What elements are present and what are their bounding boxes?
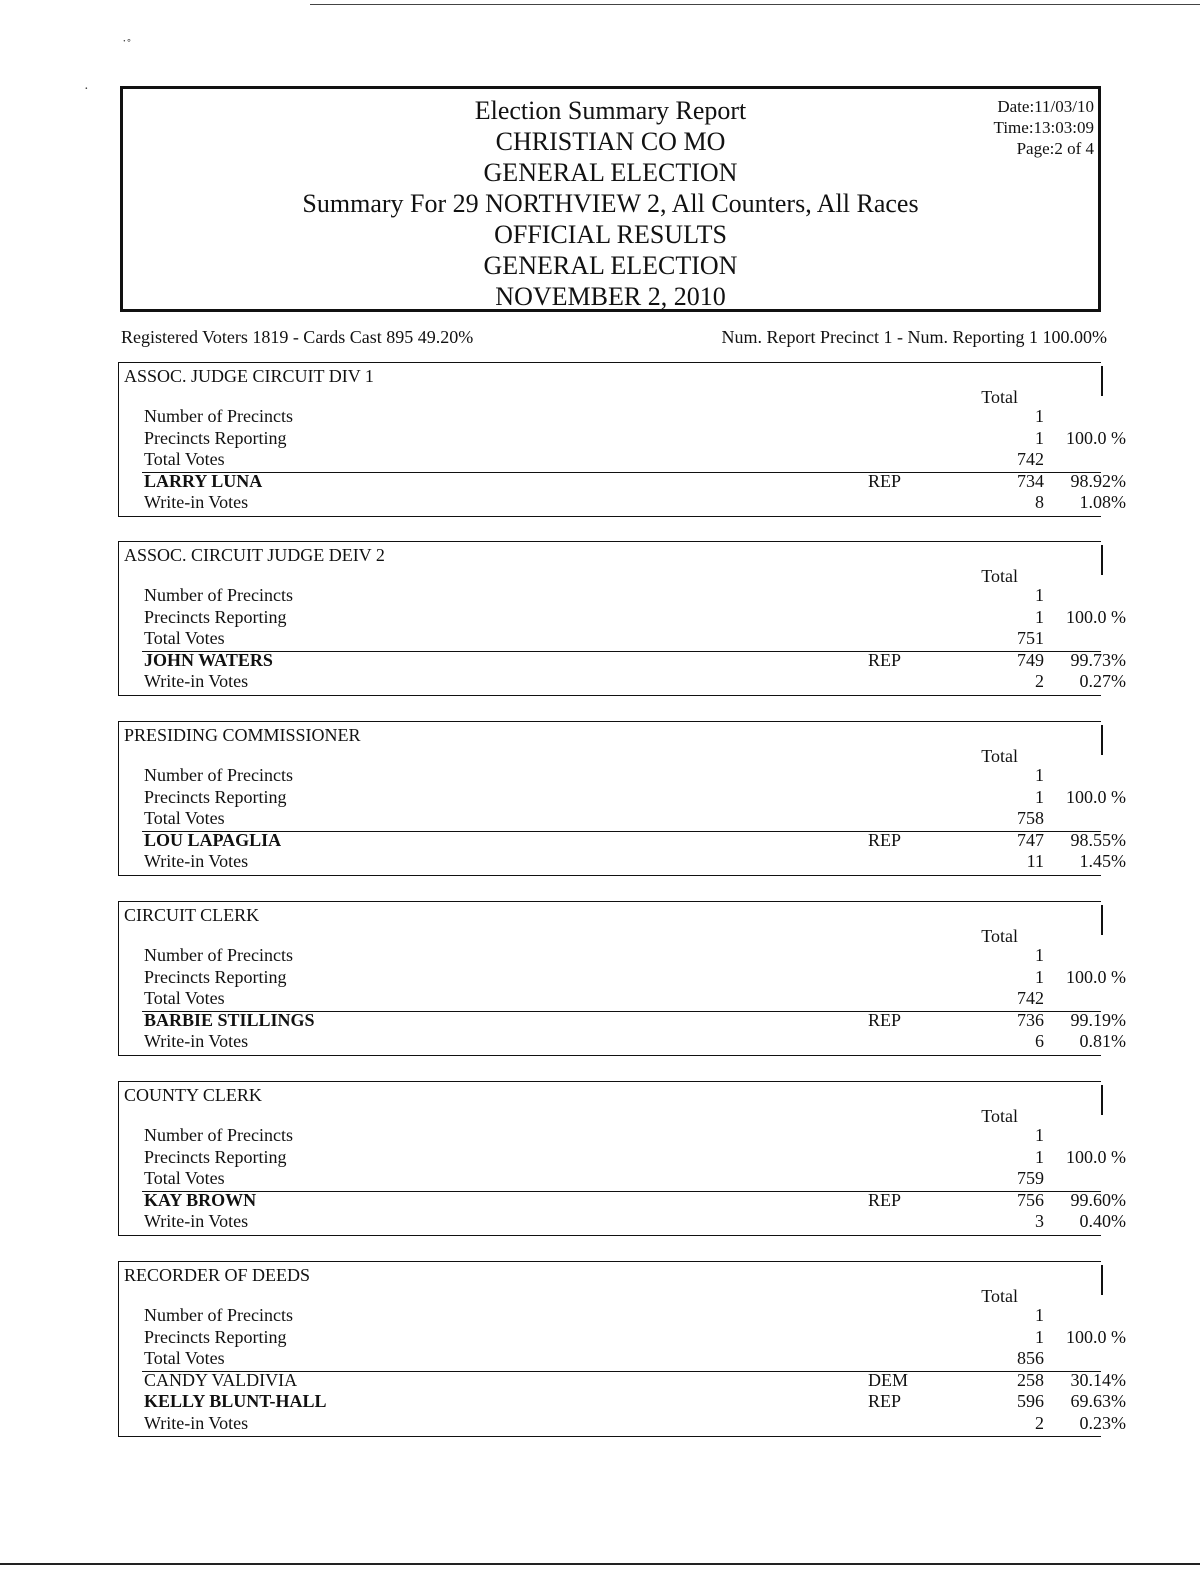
race-block	[118, 1261, 1126, 1436]
candidate-row-label: KAY BROWN	[144, 1189, 257, 1210]
total-votes-row	[144, 988, 1099, 1009]
candidate-row	[144, 649, 1126, 671]
race-frame-right-tick	[1101, 366, 1103, 396]
candidate-row	[144, 829, 1126, 851]
write-in-row-value: 2	[1035, 1412, 1044, 1433]
precincts-reporting-row-percent: 100.0 %	[1066, 1326, 1126, 1347]
precincts-reporting-row-value: 1	[1035, 786, 1044, 807]
total-column-header: Total	[981, 566, 1018, 586]
race-frame-right-tick	[1101, 1265, 1103, 1295]
write-in-row-label: Write-in Votes	[144, 671, 249, 691]
precincts-reporting-row	[144, 786, 1126, 808]
precincts-reporting-row-label: Precincts Reporting	[144, 1146, 287, 1167]
top-scan-rule	[310, 4, 1200, 5]
candidate-row-value: 747	[1017, 829, 1044, 850]
total-votes-row-value: 742	[1017, 988, 1044, 1008]
race-bottom-rule	[118, 1235, 1101, 1236]
precinct-reporting-text: Num. Report Precinct 1 - Num. Reporting 1 100.00%	[721, 327, 1107, 347]
race-block	[118, 721, 1126, 876]
candidate-row-percent: 99.19%	[1070, 1009, 1126, 1030]
race-frame-right-tick	[1101, 905, 1103, 935]
scan-speck: ·	[84, 82, 89, 97]
candidate-row	[144, 1189, 1126, 1211]
header-line-election-2: GENERAL ELECTION	[483, 251, 738, 280]
candidate-row-label: LOU LAPAGLIA	[144, 829, 282, 850]
race-frame-right-tick	[1101, 545, 1103, 575]
write-in-row	[144, 851, 1126, 872]
race-bottom-rule	[118, 695, 1101, 696]
candidate-row	[144, 1369, 1126, 1391]
total-column-header: Total	[981, 1106, 1018, 1126]
number-of-precincts-row-value: 1	[1035, 406, 1044, 426]
total-votes-row	[144, 1168, 1099, 1189]
race-title: RECORDER OF DEEDS	[124, 1265, 311, 1285]
precincts-reporting-row-label: Precincts Reporting	[144, 1326, 287, 1347]
header-line-election: GENERAL ELECTION	[483, 158, 738, 187]
precincts-reporting-row-label: Precincts Reporting	[144, 786, 287, 807]
race-bottom-rule	[118, 1055, 1101, 1056]
candidate-row-percent: 69.63%	[1070, 1391, 1126, 1411]
turnout-summary	[121, 327, 1111, 353]
header-line-official: OFFICIAL RESULTS	[494, 220, 727, 249]
race-title: COUNTY CLERK	[124, 1085, 262, 1105]
candidate-row	[144, 1391, 1126, 1412]
write-in-row-percent: 0.40%	[1079, 1211, 1126, 1231]
party-label: REP	[868, 1009, 902, 1030]
candidate-row-value: 596	[1017, 1391, 1044, 1411]
candidate-row-percent: 30.14%	[1070, 1369, 1126, 1390]
candidate-row	[144, 470, 1126, 492]
candidate-row-label: KELLY BLUNT-HALL	[144, 1391, 327, 1411]
report-header	[120, 86, 1101, 312]
write-in-row-label: Write-in Votes	[144, 1211, 249, 1231]
race-block	[118, 541, 1126, 696]
number-of-precincts-row	[144, 585, 1099, 606]
precincts-reporting-row-label: Precincts Reporting	[144, 966, 287, 987]
candidate-row-value: 749	[1017, 649, 1044, 670]
write-in-row-label: Write-in Votes	[144, 851, 249, 871]
precincts-reporting-row-label: Precincts Reporting	[144, 427, 287, 448]
scan-speck: ˙˚	[122, 38, 132, 53]
write-in-row-percent: 1.45%	[1079, 851, 1126, 871]
precincts-reporting-row-value: 1	[1035, 606, 1044, 627]
candidate-row-label: LARRY LUNA	[144, 470, 263, 491]
precincts-reporting-row-value: 1	[1035, 427, 1044, 448]
header-line-summary-for: Summary For 29 NORTHVIEW 2, All Counters, All Races	[302, 189, 919, 218]
candidate-row	[144, 1009, 1126, 1031]
party-label: REP	[868, 1189, 902, 1210]
total-votes-row	[144, 628, 1099, 649]
number-of-precincts-row-value: 1	[1035, 585, 1044, 605]
write-in-row-percent: 0.81%	[1079, 1031, 1126, 1051]
registered-voters-text: Registered Voters 1819 - Cards Cast 895 49.20%	[121, 327, 474, 347]
write-in-row-label: Write-in Votes	[144, 1412, 249, 1433]
race-frame-right-tick	[1101, 1085, 1103, 1115]
number-of-precincts-row	[144, 945, 1099, 966]
total-votes-row-value: 751	[1017, 628, 1044, 648]
precincts-reporting-row	[144, 427, 1126, 449]
header-line-county: CHRISTIAN CO MO	[495, 127, 726, 156]
total-votes-row-value: 856	[1017, 1348, 1044, 1368]
race-block	[118, 1081, 1126, 1236]
candidate-row-label: BARBIE STILLINGS	[144, 1009, 315, 1030]
race-bottom-rule	[118, 516, 1101, 517]
candidate-row-value: 736	[1017, 1009, 1044, 1030]
precincts-reporting-row-value: 1	[1035, 1326, 1044, 1347]
candidate-row-value: 258	[1017, 1369, 1044, 1390]
party-label: REP	[868, 470, 902, 491]
write-in-row-label: Write-in Votes	[144, 1031, 249, 1051]
total-column-header: Total	[981, 746, 1018, 766]
number-of-precincts-row	[144, 1305, 1099, 1326]
number-of-precincts-row-label: Number of Precincts	[144, 765, 293, 785]
race-block	[118, 362, 1126, 517]
total-column-header: Total	[981, 926, 1018, 946]
page-number: Page:2 of 4	[1016, 139, 1094, 158]
precincts-reporting-row-value: 1	[1035, 966, 1044, 987]
number-of-precincts-row-label: Number of Precincts	[144, 945, 293, 965]
number-of-precincts-row-label: Number of Precincts	[144, 406, 293, 426]
precincts-reporting-row-value: 1	[1035, 1146, 1044, 1167]
race-title: CIRCUIT CLERK	[124, 905, 260, 925]
header-line-report-name: Election Summary Report	[474, 96, 747, 125]
total-votes-row-label: Total Votes	[144, 449, 225, 469]
write-in-row-value: 8	[1035, 492, 1044, 512]
precincts-reporting-row	[144, 1326, 1126, 1348]
number-of-precincts-row	[144, 765, 1099, 786]
total-votes-row	[144, 1348, 1099, 1369]
precincts-reporting-row	[144, 1146, 1126, 1168]
candidate-row-label: JOHN WATERS	[144, 649, 273, 670]
total-votes-row-value: 742	[1017, 449, 1044, 469]
race-title: ASSOC. CIRCUIT JUDGE DEIV 2	[124, 545, 385, 565]
candidate-row-value: 756	[1017, 1189, 1044, 1210]
total-votes-row-label: Total Votes	[144, 808, 225, 828]
candidate-row-percent: 98.55%	[1070, 829, 1126, 850]
write-in-row-value: 3	[1035, 1211, 1044, 1231]
precincts-reporting-row-percent: 100.0 %	[1066, 786, 1126, 807]
number-of-precincts-row-value: 1	[1035, 765, 1044, 785]
number-of-precincts-row-label: Number of Precincts	[144, 585, 293, 605]
precincts-reporting-row-label: Precincts Reporting	[144, 606, 287, 627]
write-in-row	[144, 1412, 1126, 1434]
race-frame-right-tick	[1101, 725, 1103, 755]
precincts-reporting-row	[144, 966, 1126, 988]
race-title: PRESIDING COMMISSIONER	[124, 725, 361, 745]
number-of-precincts-row-label: Number of Precincts	[144, 1305, 293, 1325]
write-in-row-percent: 1.08%	[1079, 492, 1126, 512]
write-in-row	[144, 671, 1126, 692]
total-votes-row-label: Total Votes	[144, 1348, 225, 1368]
write-in-row-value: 11	[1026, 851, 1044, 871]
number-of-precincts-row-label: Number of Precincts	[144, 1125, 293, 1145]
number-of-precincts-row-value: 1	[1035, 1125, 1044, 1145]
race-title: ASSOC. JUDGE CIRCUIT DIV 1	[124, 366, 374, 386]
write-in-row-percent: 0.23%	[1079, 1412, 1126, 1433]
write-in-row	[144, 492, 1126, 513]
number-of-precincts-row	[144, 406, 1099, 427]
precincts-reporting-row-percent: 100.0 %	[1066, 427, 1126, 448]
race-bottom-rule	[118, 1436, 1101, 1437]
write-in-row-percent: 0.27%	[1079, 671, 1126, 691]
race-bottom-rule	[118, 875, 1101, 876]
write-in-row	[144, 1031, 1126, 1052]
candidate-row-label: CANDY VALDIVIA	[144, 1369, 298, 1390]
write-in-row-value: 2	[1035, 671, 1044, 691]
party-label: REP	[868, 649, 902, 670]
total-votes-row-value: 758	[1017, 808, 1044, 828]
report-time: Time:13:03:09	[993, 118, 1094, 137]
total-votes-row-label: Total Votes	[144, 628, 225, 648]
party-label: REP	[868, 1391, 902, 1411]
precincts-reporting-row-percent: 100.0 %	[1066, 966, 1126, 987]
total-column-header: Total	[981, 387, 1018, 407]
party-label: DEM	[868, 1369, 908, 1390]
party-label: REP	[868, 829, 902, 850]
header-meta	[994, 96, 1094, 159]
bottom-scan-rule	[0, 1563, 1200, 1565]
total-votes-row-label: Total Votes	[144, 1168, 225, 1188]
precincts-reporting-row-percent: 100.0 %	[1066, 606, 1126, 627]
number-of-precincts-row-value: 1	[1035, 945, 1044, 965]
total-votes-row	[144, 449, 1099, 470]
candidate-row-percent: 99.73%	[1070, 649, 1126, 670]
header-title-block	[123, 95, 1098, 312]
write-in-row-value: 6	[1035, 1031, 1044, 1051]
precincts-reporting-row-percent: 100.0 %	[1066, 1146, 1126, 1167]
race-block	[118, 901, 1126, 1056]
candidate-row-percent: 98.92%	[1070, 470, 1126, 491]
precincts-reporting-row	[144, 606, 1126, 628]
write-in-row-label: Write-in Votes	[144, 492, 249, 512]
total-votes-row	[144, 808, 1099, 829]
report-date: Date:11/03/10	[997, 97, 1094, 116]
number-of-precincts-row-value: 1	[1035, 1305, 1044, 1325]
candidate-row-percent: 99.60%	[1070, 1189, 1126, 1210]
total-votes-row-label: Total Votes	[144, 988, 225, 1008]
total-votes-row-value: 759	[1017, 1168, 1044, 1188]
write-in-row	[144, 1211, 1126, 1232]
total-column-header: Total	[981, 1286, 1018, 1306]
number-of-precincts-row	[144, 1125, 1099, 1146]
candidate-row-value: 734	[1017, 470, 1044, 491]
header-line-date: NOVEMBER 2, 2010	[495, 282, 726, 311]
